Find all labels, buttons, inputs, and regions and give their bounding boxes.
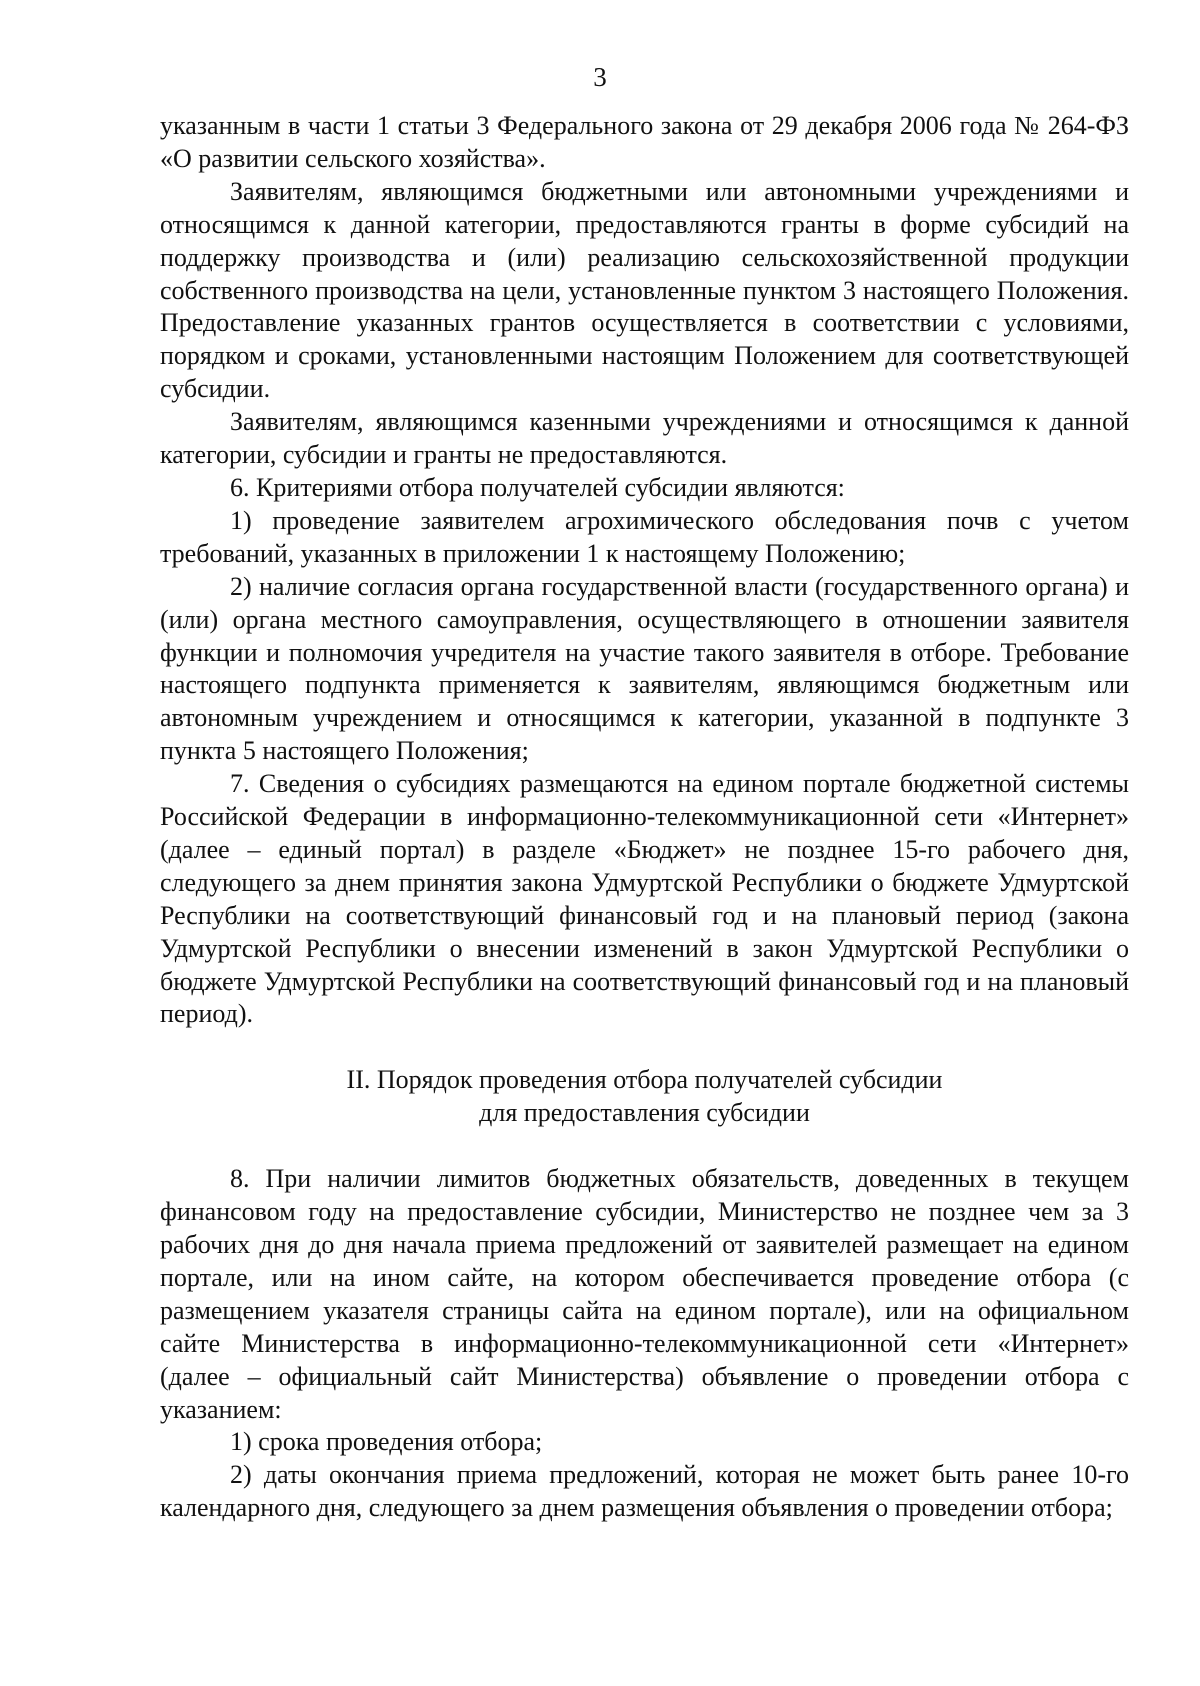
paragraph-item-8: 8. При наличии лимитов бюджетных обязательств, доведенных в текущем финансовом году на предоставление субсидии, Министерство не позднее чем за 3 рабочих дня до дня начала приема предложений от заявителей размещает на едином портале, или на ином сайте, на котором обеспечивается проведение отбора (с размещением указателя страницы сайта на едином портале), или на официальном сайте Министерства в информационно-телекоммуникационной сети «Интернет» (далее – официальный сайт Министерства) объявление о проведении отбора с указанием:	[160, 1164, 1129, 1424]
section-heading-line-1: II. Порядок проведения отбора получателей субсидии	[346, 1065, 943, 1095]
paragraph-continuation: указанным в части 1 статьи 3 Федерального закона от 29 декабря 2006 года № 264-ФЗ «О развитии сельского хозяйства».	[160, 111, 1129, 173]
paragraph-item-6-1: 1) проведение заявителем агрохимического обследования почв с учетом требований, указанных в приложении 1 к настоящему Положению;	[160, 505, 1129, 568]
paragraph-item-8-2: 2) даты окончания приема предложений, которая не может быть ранее 10-го календарного дня, следующего за днем размещения объявления о проведении отбора;	[160, 1460, 1129, 1523]
paragraph-item-7: 7. Сведения о субсидиях размещаются на едином портале бюджетной системы Российской Федерации в информационно-телекоммуникационной сети «Интернет» (далее – единый портал) в разделе «Бюджет» не позднее 15-го рабочего дня, следующего за днем принятия закона Удмуртской Республики о бюджете Удмуртской Республики на соответствующий финансовый год и на плановый период (закона Удмуртской Республики о внесении изменений в закон Удмуртской Республики о бюджете Удмуртской Республики на соответствующий финансовый год и на плановый период).	[160, 769, 1129, 1029]
page-number: 3	[593, 62, 607, 92]
paragraph-item-6: 6. Критериями отбора получателей субсидии являются:	[230, 472, 845, 502]
paragraph-budget-institutions: Заявителям, являющимся бюджетными или автономными учреждениями и относящимся к данной категории, предоставляются гранты в форме субсидий на поддержку производства и (или) реализацию сельскохозяйственной продукции собственного производства на цели, установленные пунктом 3 настоящего Положения. Предоставление указанных грантов осуществляется в соответствии с условиями, порядком и сроками, установленными настоящим Положением для соответствующей субсидии.	[160, 176, 1129, 404]
paragraph-item-8-1: 1) срока проведения отбора;	[230, 1427, 543, 1457]
paragraph-item-6-2: 2) наличие согласия органа государственной власти (государственного органа) и (или) органа местного самоуправления, осуществляющего в отношении заявителя функции и полномочия учредителя на участие такого заявителя в отборе. Требование настоящего подпункта применяется к заявителям, являющимся бюджетным или автономным учреждением и относящимся к категории, указанной в подпункте 3 пункта 5 настоящего Положения;	[160, 571, 1129, 766]
document-body	[160, 110, 1129, 1525]
paragraph-state-institutions: Заявителям, являющимся казенными учреждениями и относящимся к данной категории, субсидии и гранты не предоставляются.	[160, 407, 1129, 470]
section-heading-line-2: для предоставления субсидии	[479, 1098, 810, 1128]
section-heading	[160, 1064, 1129, 1130]
